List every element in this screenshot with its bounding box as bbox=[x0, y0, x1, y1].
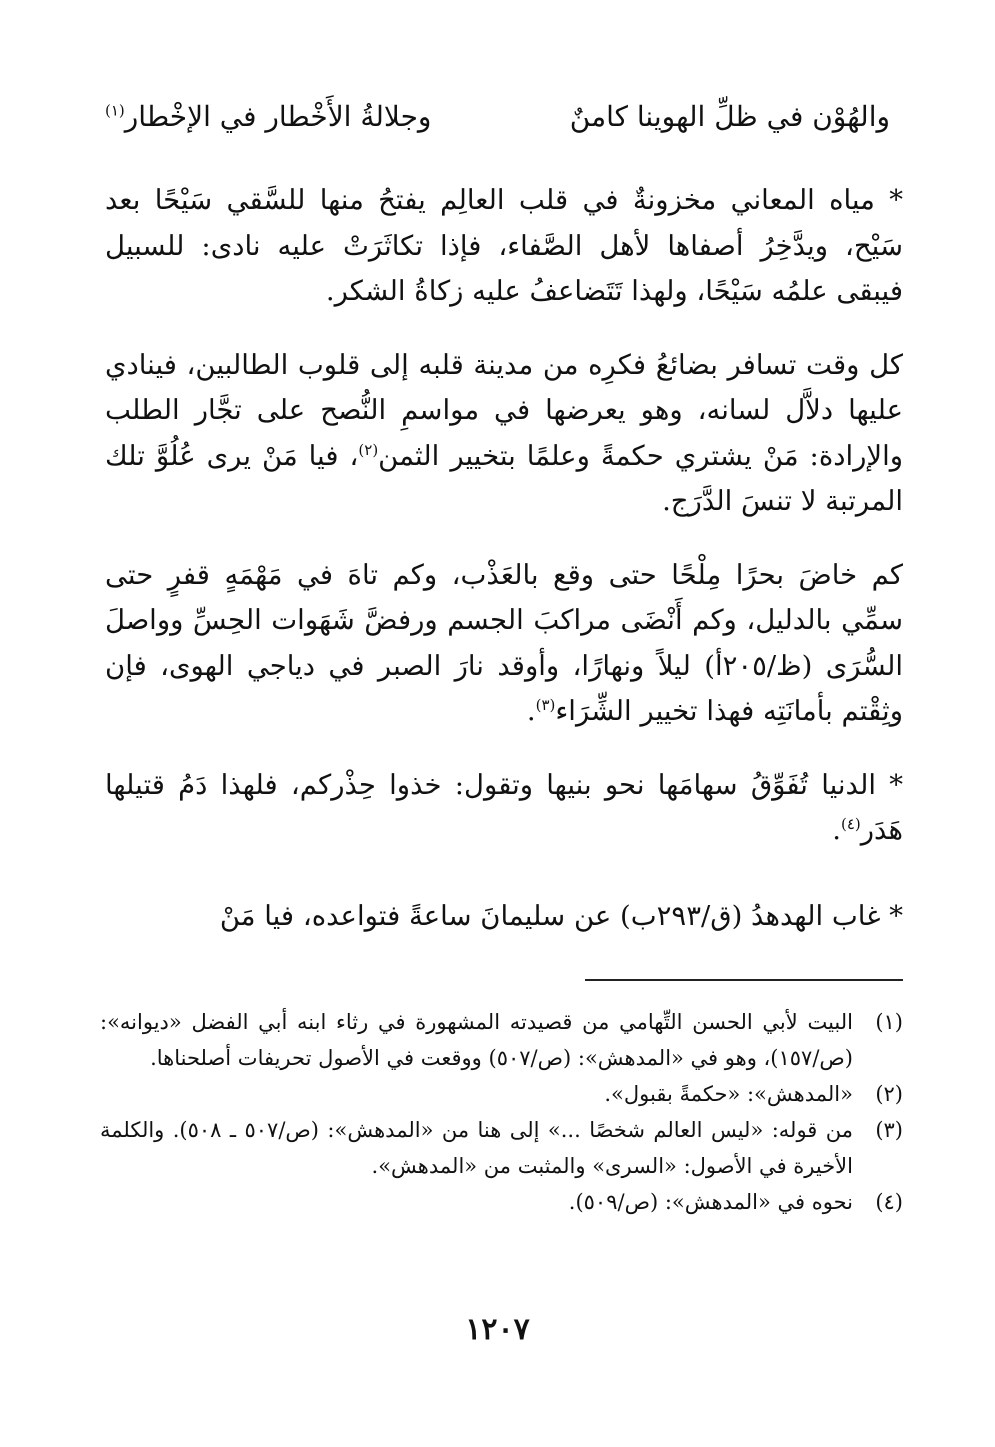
verse-second-hemistich: وجلالةُ الأَخْطار في الإخْطار$^{(١)}$ bbox=[105, 100, 432, 133]
footnote-text: نحوه في «المدهش»: (ص/٥٠٩). bbox=[568, 1190, 853, 1214]
main-text bbox=[105, 178, 903, 967]
paragraph: كم خاضَ بحرًا مِلْحًا حتى وقع بالعَذْب، وكم تاهَ في مَهْمَهٍ قفرٍ حتى سمِّي بالدليل، وكم أَنْضَى مراكبَ الجسم ورفضَّ شَهَوات الحِسِّ وواصلَ السُّرَى (ظ/٢٠٥أ) ليلاً ونهارًا، وأوقد نارَ الصبر في دياجي الهوى، فإن وثِقْتم بأمانَتِه فهذا تخيير الشِّرَاء$^{(٣)}$. bbox=[105, 558, 904, 727]
footnote-text: البيت لأبي الحسن التِّهامي من قصيدته المشهورة في رثاء ابنه أبي الفضل «ديوانه»: (ص/١٥٧)، وهو في «المدهش»: (ص/٥٠٧) ووقعت في الأصول تحريفات أصلحناها. bbox=[100, 1010, 853, 1070]
poetry-verse bbox=[105, 96, 890, 138]
footnote-ref[interactable]: (٣) bbox=[535, 695, 556, 714]
footnote bbox=[100, 1076, 903, 1112]
paragraph: * مياه المعاني مخزونةٌ في قلب العالِم يفتحُ منها للسَّقي سَيْحًا بعد سَيْح، ويدَّخِرُ أصفاها لأهل الصَّفاء، فإذا تكاثَرَتْ عليه نادى: للسبيل فيبقى علمُه سَيْحًا، ولهذا تَتَضاعفُ عليه زكاةُ الشكر. bbox=[105, 184, 903, 307]
paragraph: كل وقت تسافر بضائعُ فكرِه من مدينة قلبه إلى قلوب الطالبين، فينادي عليها دلاَّل لسانه، وهو يعرضها في مواسمِ النُّصح على تجَّار الطلب والإرادة: مَنْ يشتري حكمةً وعلمًا بتخيير الثمن$^{(٢)}$، فيا مَنْ يرى عُلُوَّ تلك المرتبة لا تنسَ الدَّرَج. bbox=[105, 348, 904, 517]
footnote-ref[interactable]: (١) bbox=[105, 101, 125, 120]
paragraph: * الدنيا تُفَوِّقُ سهامَها نحو بنيها وتقول: خذوا حِذْركم، فلهذا دَمُ قتيلها هَدَر$^{(٤)}$. bbox=[105, 768, 903, 846]
footnotes bbox=[100, 1004, 903, 1220]
footnote bbox=[100, 1184, 903, 1220]
footnote-ref[interactable]: (٤) bbox=[841, 814, 861, 833]
verse-first-hemistich: والهُوْن في ظلِّ الهوينا كامنٌ bbox=[569, 100, 890, 133]
footnote-number: (٢) bbox=[875, 1082, 903, 1106]
page-number: ١٢٠٧ bbox=[465, 1312, 530, 1347]
paragraph: * غاب الهدهدُ (ق/٢٩٣ب) عن سليمانَ ساعةً فتواعده، فيا مَنْ bbox=[219, 899, 903, 932]
footnote-text: من قوله: «ليس العالم شخصًا ...» إلى هنا من «المدهش»: (ص/٥٠٧ ـ ٥٠٨). والكلمة الأخيرة في الأصول: «السرى» والمثبت من «المدهش». bbox=[100, 1118, 854, 1178]
footnote-separator bbox=[585, 979, 903, 981]
footnote bbox=[100, 1112, 903, 1184]
footnote-text: «المدهش»: «حكمةً بقبول». bbox=[604, 1082, 853, 1106]
footnote-number: (١) bbox=[875, 1010, 903, 1034]
footnote-ref[interactable]: (٢) bbox=[358, 440, 379, 459]
footnote bbox=[100, 1004, 903, 1076]
footnote-number: (٣) bbox=[875, 1118, 903, 1142]
footnote-number: (٤) bbox=[875, 1190, 903, 1214]
